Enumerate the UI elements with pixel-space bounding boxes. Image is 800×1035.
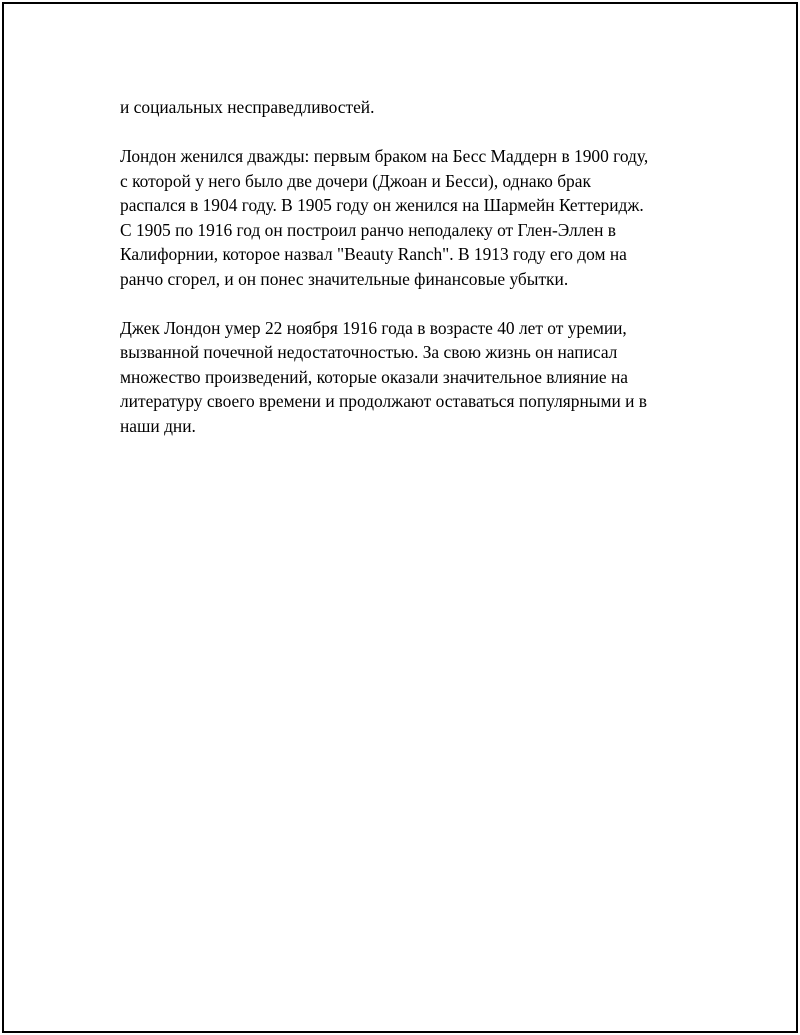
text-line: С 1905 по 1916 год он построил ранчо неподалеку от Глен-Эллен в — [120, 219, 616, 240]
paragraph-social-injustice — [120, 95, 700, 120]
text-line: распался в 1904 году. В 1905 году он женился на Шармейн Кеттеридж. — [120, 195, 644, 215]
text-line: и социальных несправедливостей. — [120, 97, 375, 117]
text-line: Лондон женился дважды: первым браком на Бесс Маддерн в 1900 году, — [120, 146, 649, 166]
text-line: наши дни. — [120, 415, 196, 436]
text-line: с которой у него было две дочери (Джоан и Бесси), однако брак — [120, 170, 591, 191]
text-line: множество произведений, которые оказали значительное влияние на — [120, 366, 628, 387]
text-line: литературу своего времени и продолжают оставаться популярными и в — [120, 391, 647, 411]
text-line: Джек Лондон умер 22 ноября 1916 года в возрасте 40 лет от уремии, — [120, 317, 627, 338]
paragraph-death — [120, 316, 700, 439]
document-body — [120, 95, 700, 463]
text-line: Калифорнии, которое назвал "Beauty Ranch". В 1913 году его дом на — [120, 244, 627, 264]
paragraph-marriages — [120, 144, 700, 291]
document-page — [2, 2, 798, 1033]
text-line: вызванной почечной недостаточностью. За свою жизнь он написал — [120, 342, 618, 362]
text-line: ранчо сгорел, и он понес значительные финансовые убытки. — [120, 268, 569, 289]
